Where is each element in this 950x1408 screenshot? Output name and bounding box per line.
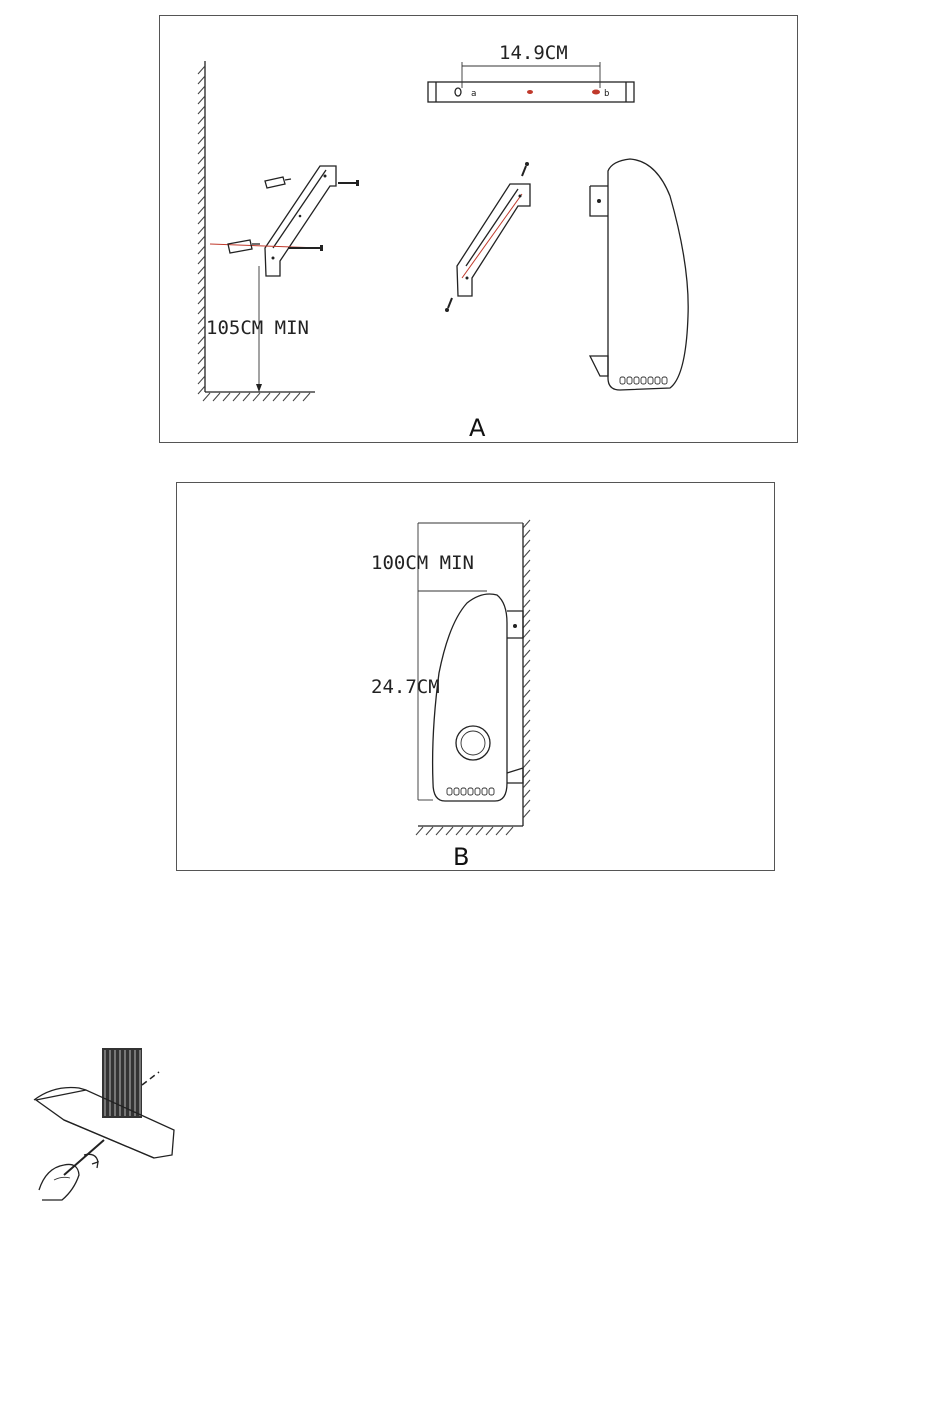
hatch-mark bbox=[486, 827, 493, 835]
hatch-mark bbox=[523, 650, 530, 658]
wall-hatch-icon bbox=[198, 61, 205, 394]
hatch-mark bbox=[198, 126, 205, 134]
hatch-mark bbox=[198, 336, 205, 344]
mounting-bracket-icon bbox=[457, 184, 530, 296]
hatch-mark bbox=[198, 256, 205, 264]
wall-hatch-icon bbox=[523, 520, 530, 826]
hatch-mark bbox=[523, 690, 530, 698]
hatch-mark bbox=[476, 827, 483, 835]
heater-fins-icon bbox=[102, 1048, 142, 1118]
hand-screwdriver-icon bbox=[24, 1040, 224, 1220]
diagram-panel-b bbox=[176, 482, 775, 871]
hatch-mark bbox=[466, 827, 473, 835]
hatch-mark bbox=[523, 590, 530, 598]
hatch-mark bbox=[523, 810, 530, 818]
hatch-mark bbox=[198, 376, 205, 384]
hatch-mark bbox=[523, 620, 530, 628]
hatch-mark bbox=[198, 216, 205, 224]
hatch-mark bbox=[416, 827, 423, 835]
hatch-mark bbox=[198, 156, 205, 164]
hatch-mark bbox=[303, 393, 310, 401]
hatch-mark bbox=[198, 116, 205, 124]
hatch-mark bbox=[523, 720, 530, 728]
floor-hatch-icon bbox=[203, 392, 315, 401]
vent-slot bbox=[634, 377, 639, 384]
hatch-mark bbox=[198, 136, 205, 144]
hatch-mark bbox=[198, 236, 205, 244]
vent-slot bbox=[475, 788, 480, 795]
hatch-mark bbox=[203, 393, 210, 401]
floor-hatch-icon bbox=[416, 826, 523, 835]
min-height-label: 105CM MIN bbox=[206, 317, 309, 339]
vent-slot bbox=[648, 377, 653, 384]
hatch-mark bbox=[263, 393, 270, 401]
hole-a-label: a bbox=[471, 89, 477, 99]
hatch-mark bbox=[198, 386, 205, 394]
vent-slot bbox=[655, 377, 660, 384]
hatch-mark bbox=[426, 827, 433, 835]
hatch-mark bbox=[253, 393, 260, 401]
hatch-mark bbox=[523, 800, 530, 808]
hatch-mark bbox=[213, 393, 220, 401]
hatch-mark bbox=[523, 750, 530, 758]
hatch-mark bbox=[496, 827, 503, 835]
hatch-mark bbox=[198, 106, 205, 114]
hatch-mark bbox=[198, 226, 205, 234]
bracket-spacing-label: 14.9CM bbox=[499, 42, 568, 64]
hatch-mark bbox=[198, 196, 205, 204]
hatch-mark bbox=[198, 286, 205, 294]
hatch-mark bbox=[523, 670, 530, 678]
hatch-mark bbox=[198, 176, 205, 184]
hatch-mark bbox=[523, 710, 530, 718]
vent-slot bbox=[662, 377, 667, 384]
hatch-mark bbox=[523, 680, 530, 688]
hatch-mark bbox=[198, 306, 205, 314]
hatch-mark bbox=[293, 393, 300, 401]
vent-slot bbox=[641, 377, 646, 384]
vent-slot bbox=[468, 788, 473, 795]
panel-b-label: B bbox=[453, 843, 470, 871]
screw-icon bbox=[288, 180, 359, 251]
hatch-mark bbox=[523, 600, 530, 608]
hatch-mark bbox=[436, 827, 443, 835]
hatch-mark bbox=[523, 740, 530, 748]
hatch-mark bbox=[273, 393, 280, 401]
hatch-mark bbox=[198, 326, 205, 334]
mounting-bracket-icon bbox=[265, 166, 336, 276]
hatch-mark bbox=[523, 760, 530, 768]
hatch-mark bbox=[456, 827, 463, 835]
top-clearance-label: 100CM MIN bbox=[371, 552, 474, 574]
hatch-mark bbox=[198, 246, 205, 254]
vent-slot bbox=[482, 788, 487, 795]
hatch-mark bbox=[506, 827, 513, 835]
hatch-mark bbox=[198, 146, 205, 154]
heater-icon bbox=[433, 594, 523, 801]
hatch-mark bbox=[198, 206, 205, 214]
vent-slot bbox=[489, 788, 494, 795]
heater-icon bbox=[590, 159, 688, 390]
hatch-mark bbox=[523, 610, 530, 618]
hatch-mark bbox=[523, 660, 530, 668]
hatch-mark bbox=[198, 66, 205, 74]
hatch-mark bbox=[523, 730, 530, 738]
hatch-mark bbox=[198, 296, 205, 304]
vent-slot bbox=[461, 788, 466, 795]
hatch-mark bbox=[523, 560, 530, 568]
hatch-mark bbox=[243, 393, 250, 401]
wall-anchor-icon bbox=[228, 177, 291, 253]
hatch-mark bbox=[523, 540, 530, 548]
hole-b-label: b bbox=[604, 89, 610, 99]
hatch-mark bbox=[198, 86, 205, 94]
hatch-mark bbox=[198, 266, 205, 274]
diagram-panel-a bbox=[159, 15, 798, 443]
heater-height-label: 24.7CM bbox=[371, 676, 440, 698]
vent-slot bbox=[454, 788, 459, 795]
hatch-mark bbox=[523, 630, 530, 638]
hatch-mark bbox=[198, 96, 205, 104]
hatch-mark bbox=[198, 356, 205, 364]
vent-slot bbox=[627, 377, 632, 384]
hatch-mark bbox=[198, 76, 205, 84]
hatch-mark bbox=[523, 770, 530, 778]
hatch-mark bbox=[198, 166, 205, 174]
hatch-mark bbox=[523, 640, 530, 648]
hatch-mark bbox=[233, 393, 240, 401]
hatch-mark bbox=[446, 827, 453, 835]
hatch-mark bbox=[523, 550, 530, 558]
hatch-mark bbox=[198, 186, 205, 194]
vent-slot bbox=[447, 788, 452, 795]
hatch-mark bbox=[198, 276, 205, 284]
thermostat-dial-icon bbox=[456, 726, 490, 760]
hatch-mark bbox=[523, 780, 530, 788]
hatch-mark bbox=[198, 316, 205, 324]
hatch-mark bbox=[523, 790, 530, 798]
hatch-mark bbox=[198, 346, 205, 354]
hatch-mark bbox=[523, 530, 530, 538]
hatch-mark bbox=[283, 393, 290, 401]
hatch-mark bbox=[523, 520, 530, 528]
hatch-mark bbox=[198, 366, 205, 374]
hatch-mark bbox=[223, 393, 230, 401]
hatch-mark bbox=[523, 580, 530, 588]
hatch-mark bbox=[523, 700, 530, 708]
hatch-mark bbox=[523, 570, 530, 578]
vent-slot bbox=[620, 377, 625, 384]
panel-a-label: A bbox=[469, 414, 486, 442]
